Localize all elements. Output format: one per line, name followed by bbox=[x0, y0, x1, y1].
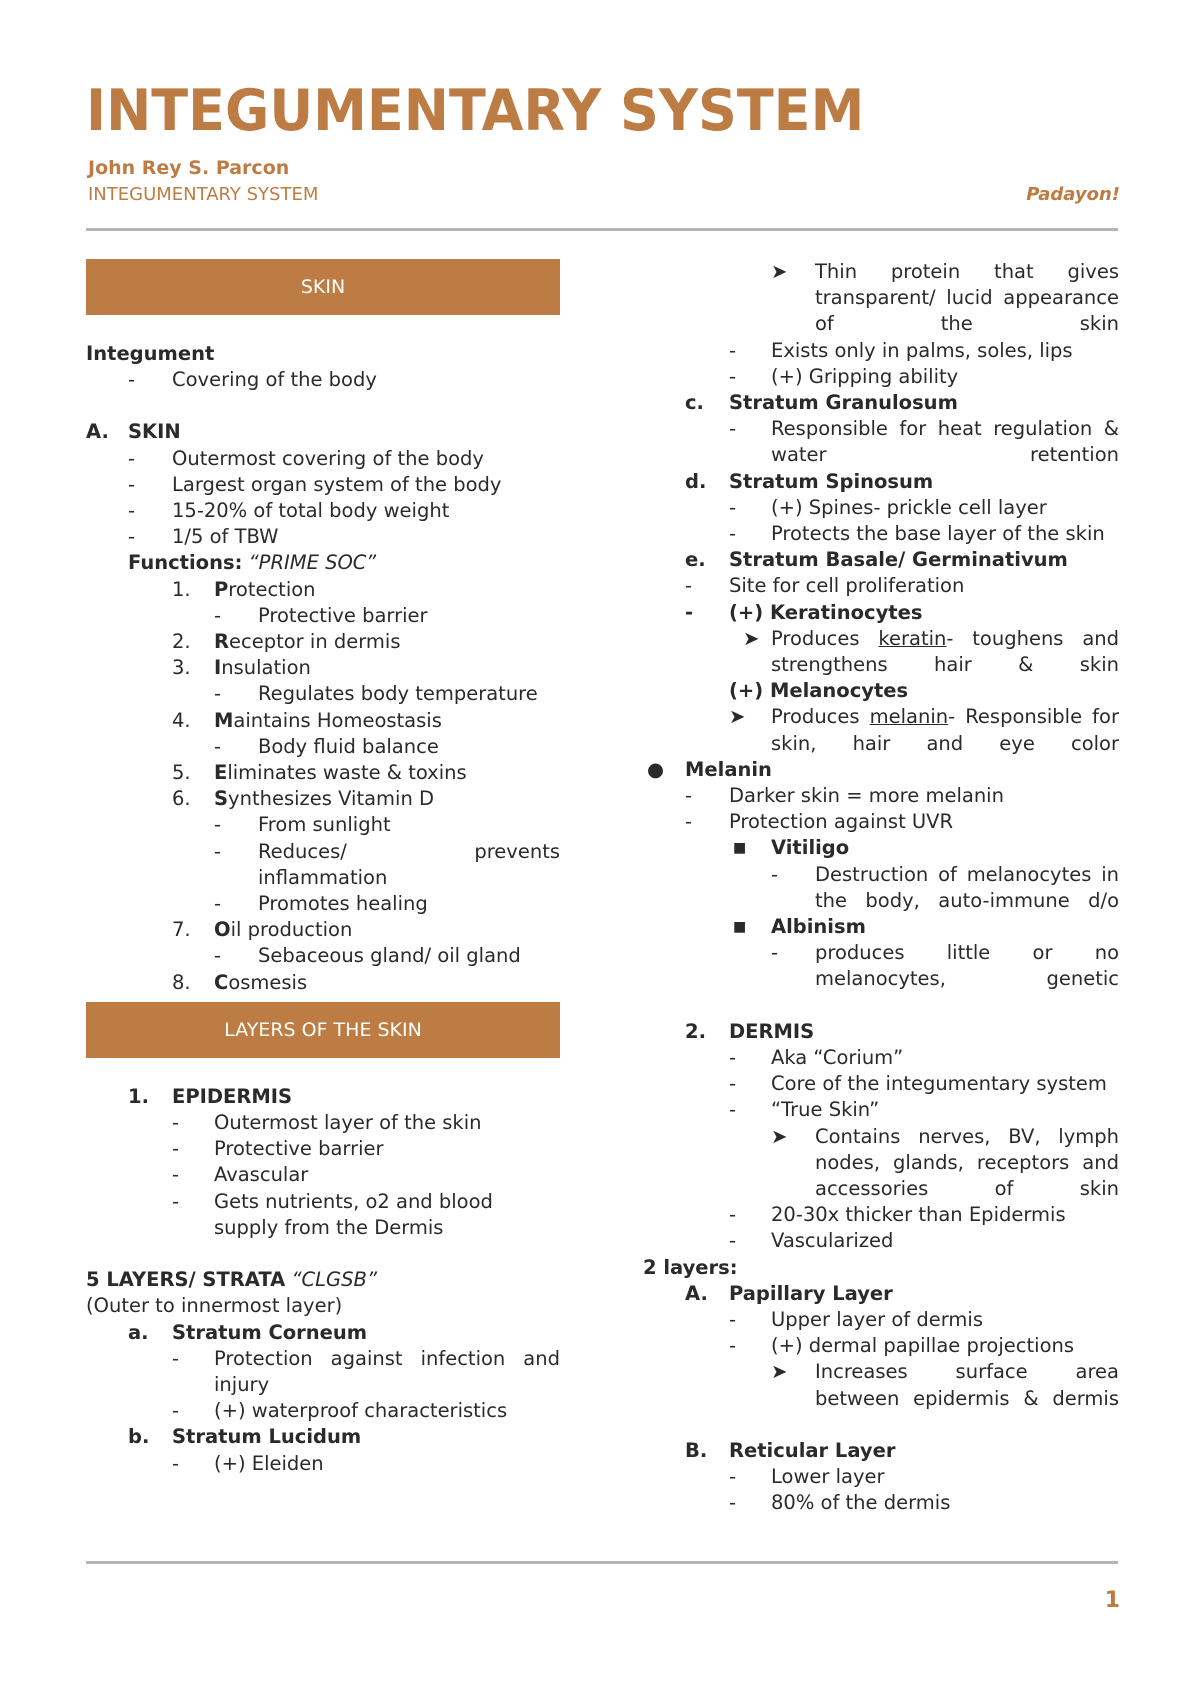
square-bullet-icon: ■ bbox=[733, 840, 747, 857]
vitiligo-heading: ■ Vitiligo bbox=[643, 835, 1119, 861]
page-number: 1 bbox=[1104, 1588, 1120, 1613]
function-item: 8. Cosmesis bbox=[172, 970, 308, 994]
page-title: INTEGUMENTARY SYSTEM bbox=[86, 77, 865, 144]
list-item: - 80% of the dermis bbox=[729, 1491, 951, 1515]
list-item: - Darker skin = more melanin bbox=[685, 784, 1004, 808]
square-bullet-icon: ■ bbox=[733, 919, 747, 936]
list-item: - Protective barrier bbox=[214, 603, 428, 627]
skin-banner: SKIN bbox=[86, 259, 560, 315]
list-item: - (+) waterproof characteristics bbox=[172, 1399, 508, 1423]
list-item: - Avascular bbox=[172, 1163, 309, 1187]
melanocytes-heading: (+) Melanocytes bbox=[729, 679, 909, 703]
granulosum-heading: c. Stratum Granulosum bbox=[685, 391, 958, 415]
footer-divider bbox=[86, 1561, 1118, 1564]
list-item: - Promotes healing bbox=[214, 892, 428, 916]
list-item: - Exists only in palms, soles, lips bbox=[729, 338, 1073, 362]
bullet-icon: ● bbox=[647, 757, 665, 781]
list-item: - 1/5 of TBW bbox=[128, 525, 279, 549]
function-item: 4. Maintains Homeostasis bbox=[172, 708, 442, 732]
spinosum-heading: d. Stratum Spinosum bbox=[685, 469, 934, 493]
integument-heading: Integument bbox=[86, 342, 215, 365]
arrow-bullet-icon: ➤ bbox=[771, 1124, 788, 1148]
list-item: - Gets nutrients, o2 and blood supply from the Dermis bbox=[172, 1189, 493, 1239]
arrow-bullet-icon: ➤ bbox=[771, 260, 788, 283]
list-item: ➤ Produces melanin- Responsible for skin, hair and eye color bbox=[729, 705, 1119, 755]
keratinocytes-heading: - (+) Keratinocytes bbox=[685, 600, 923, 624]
arrow-bullet-icon: ➤ bbox=[771, 1360, 788, 1384]
header-divider bbox=[86, 228, 1118, 231]
list-item: - From sunlight bbox=[214, 813, 391, 837]
list-item: - Largest organ system of the body bbox=[128, 472, 502, 496]
layers-banner: LAYERS OF THE SKIN bbox=[86, 1002, 560, 1058]
list-item: - 15-20% of total body weight bbox=[128, 499, 450, 523]
list-item: - Protective barrier bbox=[172, 1137, 384, 1161]
two-layers-heading: 2 layers: bbox=[643, 1255, 738, 1279]
list-item: - Destruction of melanocytes in the body, auto-immune d/o bbox=[771, 862, 1119, 912]
list-item: - 20-30x thicker than Epidermis bbox=[729, 1203, 1066, 1227]
list-item: - Aka “Corium” bbox=[729, 1045, 904, 1069]
list-item: - Lower layer bbox=[729, 1464, 885, 1488]
function-item: 5. Eliminates waste & toxins bbox=[172, 761, 467, 785]
function-item: 7. Oil production bbox=[172, 918, 353, 942]
arrow-bullet-icon: ➤ bbox=[729, 705, 746, 729]
functions-heading: Functions: “PRIME SOC” bbox=[128, 551, 377, 575]
function-item: 1. Protection bbox=[172, 577, 316, 601]
list-item: - Sebaceous gland/ oil gland bbox=[214, 944, 521, 968]
motto: Padayon! bbox=[1026, 184, 1120, 205]
list-item: - Protection against UVR bbox=[685, 810, 954, 834]
page-subtitle: INTEGUMENTARY SYSTEM bbox=[88, 184, 319, 205]
arrow-bullet-icon: ➤ bbox=[743, 626, 760, 650]
list-item: - Reduces/ prevents inflammation bbox=[214, 839, 560, 889]
list-item: - Protects the base layer of the skin bbox=[729, 522, 1105, 546]
list-item: - Site for cell proliferation bbox=[685, 574, 965, 598]
list-item: - “True Skin” bbox=[729, 1098, 880, 1122]
list-item: ➤ Increases surface area between epidermis & dermis bbox=[771, 1360, 1119, 1410]
list-item: - (+) Spines- prickle cell layer bbox=[729, 495, 1047, 519]
albinism-heading: ■ Albinism bbox=[643, 914, 1119, 940]
list-item: - Body fluid balance bbox=[214, 734, 439, 758]
list-item: ➤ Thin protein that gives transparent/ lucid appearance of the skin bbox=[771, 260, 1119, 336]
reticular-heading: B. Reticular Layer bbox=[685, 1438, 896, 1462]
list-item: - Outermost layer of the skin bbox=[172, 1111, 482, 1135]
papillary-heading: A. Papillary Layer bbox=[685, 1281, 893, 1305]
list-item: - (+) dermal papillae projections bbox=[729, 1334, 1075, 1358]
strata-order: (Outer to innermost layer) bbox=[86, 1294, 343, 1318]
strata-heading: 5 LAYERS/ STRATA “CLGSB” bbox=[86, 1268, 378, 1292]
list-item: - Outermost covering of the body bbox=[128, 446, 484, 470]
list-item: - (+) Gripping ability bbox=[729, 364, 959, 388]
author-name: John Rey S. Parcon bbox=[88, 157, 290, 179]
corneum-heading: a. Stratum Corneum bbox=[128, 1320, 368, 1344]
list-item: - Regulates body temperature bbox=[214, 682, 538, 706]
function-item: 3. Insulation bbox=[172, 656, 311, 680]
skin-heading: A. SKIN bbox=[86, 420, 181, 444]
list-item: - Vascularized bbox=[729, 1229, 894, 1253]
list-item: - Protection against infection and injury bbox=[172, 1346, 560, 1396]
list-item: - (+) Eleiden bbox=[172, 1451, 324, 1475]
function-item: 6. Synthesizes Vitamin D bbox=[172, 787, 435, 811]
melanin-heading: ● Melanin bbox=[643, 757, 1119, 783]
list-item: - Core of the integumentary system bbox=[729, 1072, 1107, 1096]
list-item: ➤ Contains nerves, BV, lymph nodes, glands, receptors and accessories of skin bbox=[771, 1124, 1119, 1200]
function-item: 2. Receptor in dermis bbox=[172, 630, 401, 654]
left-column bbox=[86, 259, 560, 1477]
epidermis-heading: 1. EPIDERMIS bbox=[128, 1084, 293, 1108]
list-item: - produces little or no melanocytes, genetic bbox=[771, 941, 1119, 991]
list-item: - Responsible for heat regulation & water retention bbox=[729, 417, 1119, 467]
list-item: ➤ Produces keratin- toughens and strengthens hair & skin bbox=[743, 626, 1119, 677]
dermis-heading: 2. DERMIS bbox=[685, 1019, 815, 1043]
list-item: - Upper layer of dermis bbox=[729, 1307, 983, 1331]
list-item: - Covering of the body bbox=[128, 368, 377, 392]
basale-heading: e. Stratum Basale/ Germinativum bbox=[685, 548, 1068, 572]
lucidum-heading: b. Stratum Lucidum bbox=[128, 1425, 362, 1449]
right-column bbox=[643, 259, 1119, 1516]
